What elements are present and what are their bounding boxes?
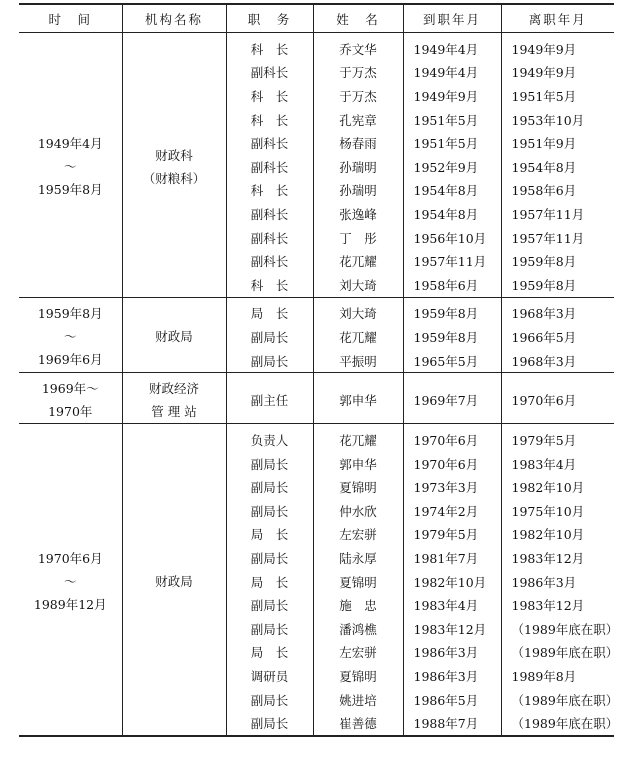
table-row-group <box>19 33 614 298</box>
period-line: 1969年6月 <box>37 352 103 368</box>
position-cell: 副科长 <box>226 155 313 179</box>
position-cell: 科 长 <box>226 108 313 132</box>
period-line: ～ <box>63 574 77 590</box>
org-cell <box>122 33 226 298</box>
name-cell: 仲水欣 <box>313 499 403 523</box>
table-row <box>19 33 614 61</box>
name-cell: 郭申华 <box>313 373 403 424</box>
position-cell: 副科长 <box>226 249 313 273</box>
position-cell: 局 长 <box>226 570 313 594</box>
name-cell: 花兀耀 <box>313 424 403 452</box>
start-date-cell: 1956年10月 <box>403 226 501 250</box>
start-date-cell: 1951年5月 <box>403 108 501 132</box>
name-cell: 杨春雨 <box>313 131 403 155</box>
org-cell <box>122 424 226 736</box>
name-cell: 花兀耀 <box>313 249 403 273</box>
end-date-cell: 1968年3月 <box>501 297 614 325</box>
start-date-cell: 1957年11月 <box>403 249 501 273</box>
name-cell: 夏锦明 <box>313 570 403 594</box>
period-line: 1970年 <box>48 404 93 420</box>
position-cell: 副局长 <box>226 476 313 500</box>
end-date-cell: 1953年10月 <box>501 108 614 132</box>
start-date-cell: 1949年9月 <box>403 84 501 108</box>
header-org: 机构名称 <box>122 4 226 33</box>
header-end-date: 离职年月 <box>501 4 614 33</box>
position-cell: 科 长 <box>226 84 313 108</box>
period-cell <box>19 424 122 736</box>
name-cell: 施 忠 <box>313 593 403 617</box>
org-line: （财粮科） <box>142 170 206 186</box>
end-date-cell: （1989年底在职） <box>501 711 614 736</box>
start-date-cell: 1949年4月 <box>403 61 501 85</box>
start-date-cell: 1959年8月 <box>403 297 501 325</box>
end-date-cell: 1951年5月 <box>501 84 614 108</box>
name-cell: 夏锦明 <box>313 476 403 500</box>
period-cell <box>19 297 122 373</box>
period-line: ～ <box>63 159 77 175</box>
name-cell: 乔文华 <box>313 33 403 61</box>
period-line: 1970年6月 <box>37 551 103 567</box>
end-date-cell: （1989年底在职） <box>501 688 614 712</box>
period-line: 1969年～ <box>41 381 99 397</box>
period-line: 1949年4月 <box>37 136 103 152</box>
end-date-cell: 1970年6月 <box>501 373 614 424</box>
end-date-cell: 1959年8月 <box>501 273 614 297</box>
position-cell: 副局长 <box>226 688 313 712</box>
table-row <box>19 373 614 424</box>
end-date-cell: （1989年底在职） <box>501 641 614 665</box>
position-cell: 副局长 <box>226 452 313 476</box>
position-cell: 科 长 <box>226 33 313 61</box>
name-cell: 孔宪章 <box>313 108 403 132</box>
end-date-cell: 1958年6月 <box>501 179 614 203</box>
start-date-cell: 1983年12月 <box>403 617 501 641</box>
period-cell <box>19 33 122 298</box>
org-line: 管 理 站 <box>151 404 197 420</box>
end-date-cell: 1959年8月 <box>501 249 614 273</box>
end-date-cell: 1986年3月 <box>501 570 614 594</box>
name-cell: 于万杰 <box>313 84 403 108</box>
header-position: 职 务 <box>226 4 313 33</box>
header-name: 姓 名 <box>313 4 403 33</box>
name-cell: 左宏骈 <box>313 641 403 665</box>
period-line: 1959年8月 <box>37 306 103 322</box>
start-date-cell: 1986年3月 <box>403 664 501 688</box>
start-date-cell: 1982年10月 <box>403 570 501 594</box>
start-date-cell: 1954年8月 <box>403 202 501 226</box>
start-date-cell: 1983年4月 <box>403 593 501 617</box>
start-date-cell: 1965年5月 <box>403 349 501 373</box>
org-cell <box>122 297 226 373</box>
header-period: 时 间 <box>19 4 122 33</box>
start-date-cell: 1986年5月 <box>403 688 501 712</box>
end-date-cell: 1983年12月 <box>501 546 614 570</box>
position-cell: 副科长 <box>226 61 313 85</box>
start-date-cell: 1952年9月 <box>403 155 501 179</box>
name-cell: 孙瑞明 <box>313 155 403 179</box>
position-cell: 副主任 <box>226 373 313 424</box>
position-cell: 局 长 <box>226 297 313 325</box>
position-cell: 科 长 <box>226 273 313 297</box>
name-cell: 夏锦明 <box>313 664 403 688</box>
position-cell: 科 长 <box>226 179 313 203</box>
start-date-cell: 1954年8月 <box>403 179 501 203</box>
end-date-cell: 1957年11月 <box>501 226 614 250</box>
end-date-cell: 1949年9月 <box>501 61 614 85</box>
start-date-cell: 1969年7月 <box>403 373 501 424</box>
start-date-cell: 1970年6月 <box>403 452 501 476</box>
table-row-group <box>19 373 614 424</box>
name-cell: 张逸峰 <box>313 202 403 226</box>
name-cell: 左宏骈 <box>313 523 403 547</box>
position-cell: 副科长 <box>226 226 313 250</box>
name-cell: 陆永厚 <box>313 546 403 570</box>
start-date-cell: 1949年4月 <box>403 33 501 61</box>
position-cell: 副局长 <box>226 325 313 349</box>
end-date-cell: 1989年8月 <box>501 664 614 688</box>
position-cell: 副科长 <box>226 131 313 155</box>
start-date-cell: 1981年7月 <box>403 546 501 570</box>
start-date-cell: 1951年5月 <box>403 131 501 155</box>
period-line: 1959年8月 <box>37 182 103 198</box>
org-line: 财政科 <box>155 147 193 163</box>
position-cell: 负责人 <box>226 424 313 452</box>
position-cell: 副局长 <box>226 546 313 570</box>
start-date-cell: 1973年3月 <box>403 476 501 500</box>
end-date-cell: 1983年4月 <box>501 452 614 476</box>
table-row-group <box>19 424 619 736</box>
table-row <box>19 424 614 452</box>
start-date-cell: 1986年3月 <box>403 641 501 665</box>
table-row-group <box>19 297 614 373</box>
org-line: 财政局 <box>155 574 193 590</box>
table-header <box>19 4 614 33</box>
org-line: 财政局 <box>155 329 193 345</box>
start-date-cell: 1988年7月 <box>403 711 501 736</box>
end-date-cell: 1983年12月 <box>501 593 614 617</box>
start-date-cell: 1979年5月 <box>403 523 501 547</box>
header-start-date: 到职年月 <box>403 4 501 33</box>
end-date-cell: 1951年9月 <box>501 131 614 155</box>
name-cell: 潘鸿樵 <box>313 617 403 641</box>
position-cell: 副局长 <box>226 499 313 523</box>
start-date-cell: 1974年2月 <box>403 499 501 523</box>
position-cell: 局 长 <box>226 523 313 547</box>
name-cell: 丁 彤 <box>313 226 403 250</box>
end-date-cell: 1975年10月 <box>501 499 614 523</box>
position-cell: 局 长 <box>226 641 313 665</box>
period-line: 1989年12月 <box>33 597 107 613</box>
table-row <box>19 297 614 325</box>
name-cell: 刘大琦 <box>313 297 403 325</box>
period-cell <box>19 373 122 424</box>
name-cell: 平振明 <box>313 349 403 373</box>
position-cell: 调研员 <box>226 664 313 688</box>
leadership-table <box>19 3 619 737</box>
position-cell: 副局长 <box>226 711 313 736</box>
name-cell: 于万杰 <box>313 61 403 85</box>
name-cell: 郭申华 <box>313 452 403 476</box>
end-date-cell: 1982年10月 <box>501 476 614 500</box>
position-cell: 副科长 <box>226 202 313 226</box>
position-cell: 副局长 <box>226 593 313 617</box>
end-date-cell: 1966年5月 <box>501 325 614 349</box>
name-cell: 刘大琦 <box>313 273 403 297</box>
start-date-cell: 1958年6月 <box>403 273 501 297</box>
start-date-cell: 1970年6月 <box>403 424 501 452</box>
position-cell: 副局长 <box>226 617 313 641</box>
name-cell: 孙瑞明 <box>313 179 403 203</box>
org-line: 财政经济 <box>148 381 199 397</box>
period-line: ～ <box>63 329 77 345</box>
end-date-cell: 1979年5月 <box>501 424 614 452</box>
end-date-cell: 1957年11月 <box>501 202 614 226</box>
end-date-cell: 1954年8月 <box>501 155 614 179</box>
end-date-cell: （1989年底在职） <box>501 617 614 641</box>
start-date-cell: 1959年8月 <box>403 325 501 349</box>
end-date-cell: 1968年3月 <box>501 349 614 373</box>
end-date-cell: 1982年10月 <box>501 523 614 547</box>
end-date-cell: 1949年9月 <box>501 33 614 61</box>
org-cell <box>122 373 226 424</box>
name-cell: 崔善德 <box>313 711 403 736</box>
position-cell: 副局长 <box>226 349 313 373</box>
name-cell: 姚进培 <box>313 688 403 712</box>
name-cell: 花兀耀 <box>313 325 403 349</box>
